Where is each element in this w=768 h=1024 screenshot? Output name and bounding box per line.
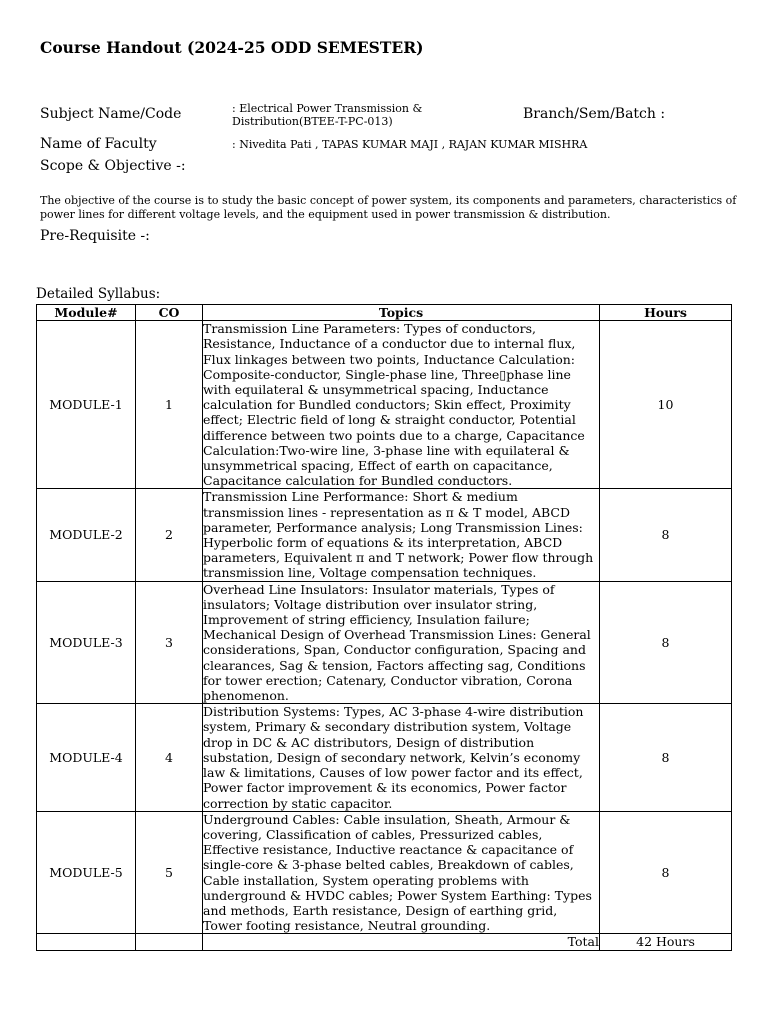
total-label: Total: [203, 934, 600, 950]
hours-cell: 8: [600, 581, 732, 704]
syllabus-table: [36, 304, 732, 951]
header-co: CO: [136, 305, 203, 321]
branch-label: Branch/Sem/Batch :: [523, 106, 666, 122]
module-cell: MODULE-2: [37, 489, 136, 581]
faculty-value: : Nivedita Pati , TAPAS KUMAR MAJI , RAJAN KUMAR MISHRA: [232, 138, 588, 151]
topics-cell: Distribution Systems: Types, AC 3-phase 4-wire distribution system, Primary & secondary distribution system, Voltage drop in DC & AC distributors, Design of distribution substation, Design of secondary network, Kelvin’s economy law & limitations, Causes of low power factor and its effect, Power factor improvement & its economics, Power factor correction by static capacitor.: [203, 704, 600, 811]
page-title: Course Handout (2024-25 ODD SEMESTER): [40, 38, 424, 57]
co-cell: 1: [136, 321, 203, 489]
hours-cell: 8: [600, 489, 732, 581]
hours-cell: 8: [600, 704, 732, 811]
table-row: [37, 811, 732, 934]
subject-value-line1: : Electrical Power Transmission &: [232, 102, 423, 115]
table-row: [37, 704, 732, 811]
header-topics: Topics: [203, 305, 600, 321]
table-row: [37, 321, 732, 489]
syllabus-caption: Detailed Syllabus:: [36, 286, 161, 302]
topics-cell: Underground Cables: Cable insulation, Sheath, Armour & covering, Classification of cables, Pressurized cables, Effective resistance, Inductive reactance & capacitance of single-core & 3-phase belted cables, Breakdown of cables, Cable installation, System operating problems with underground & HVDC cables; Power System Earthing: Types and methods, Earth resistance, Design of earthing grid, Tower footing resistance, Neutral grounding.: [203, 811, 600, 934]
module-cell: MODULE-1: [37, 321, 136, 489]
topics-cell: Transmission Line Parameters: Types of conductors, Resistance, Inductance of a conductor due to internal flux, Flux linkages between two points, Inductance Calculation: Composite-conductor, Single-phase line, Three▯phase line with equilateral & unsymmetrical spacing, Inductance calculation for Bundled conductors; Skin effect, Proximity effect; Electric field of long & straight conductor, Potential difference between two points due to a charge, Capacitance Calculation:Two-wire line, 3-phase line with equilateral & unsymmetrical spacing, Effect of earth on capacitance, Capacitance calculation for Bundled conductors.: [203, 321, 600, 489]
subject-value: [232, 102, 422, 128]
hours-cell: 8: [600, 811, 732, 934]
header-module: Module#: [37, 305, 136, 321]
prereq-label: Pre-Requisite -:: [40, 228, 150, 244]
table-header-row: [37, 305, 732, 321]
co-cell: 5: [136, 811, 203, 934]
header-hours: Hours: [600, 305, 732, 321]
scope-label: Scope & Objective -:: [40, 158, 186, 174]
empty-cell: [136, 934, 203, 950]
total-value: 42 Hours: [600, 934, 732, 950]
topics-cell: Transmission Line Performance: Short & medium transmission lines - representation as π & T model, ABCD parameter, Performance analysis; Long Transmission Lines: Hyperbolic form of equations & its interpretation, ABCD parameters, Equivalent π and T network; Power flow through transmission line, Voltage compensation techniques.: [203, 489, 600, 581]
objective-text: The objective of the course is to study the basic concept of power system, its components and parameters, characteristics of power lines for different voltage levels, and the equipment used in power transmission & distribution.: [40, 194, 737, 221]
co-cell: 3: [136, 581, 203, 704]
total-row: [37, 934, 732, 950]
empty-cell: [37, 934, 136, 950]
module-cell: MODULE-3: [37, 581, 136, 704]
module-cell: MODULE-5: [37, 811, 136, 934]
subject-value-line2: Distribution(BTEE-T-PC-013): [232, 115, 393, 128]
module-cell: MODULE-4: [37, 704, 136, 811]
topics-cell: Overhead Line Insulators: Insulator materials, Types of insulators; Voltage distribution over insulator string, Improvement of string efficiency, Insulation failure; Mechanical Design of Overhead Transmission Lines: General considerations, Span, Conductor configuration, Spacing and clearances, Sag & tension, Factors affecting sag, Conditions for tower erection; Catenary, Conductor vibration, Corona phenomenon.: [203, 581, 600, 704]
table-row: [37, 581, 732, 704]
co-cell: 4: [136, 704, 203, 811]
hours-cell: 10: [600, 321, 732, 489]
co-cell: 2: [136, 489, 203, 581]
table-row: [37, 489, 732, 581]
faculty-label: Name of Faculty: [40, 136, 157, 152]
subject-label: Subject Name/Code: [40, 106, 182, 122]
